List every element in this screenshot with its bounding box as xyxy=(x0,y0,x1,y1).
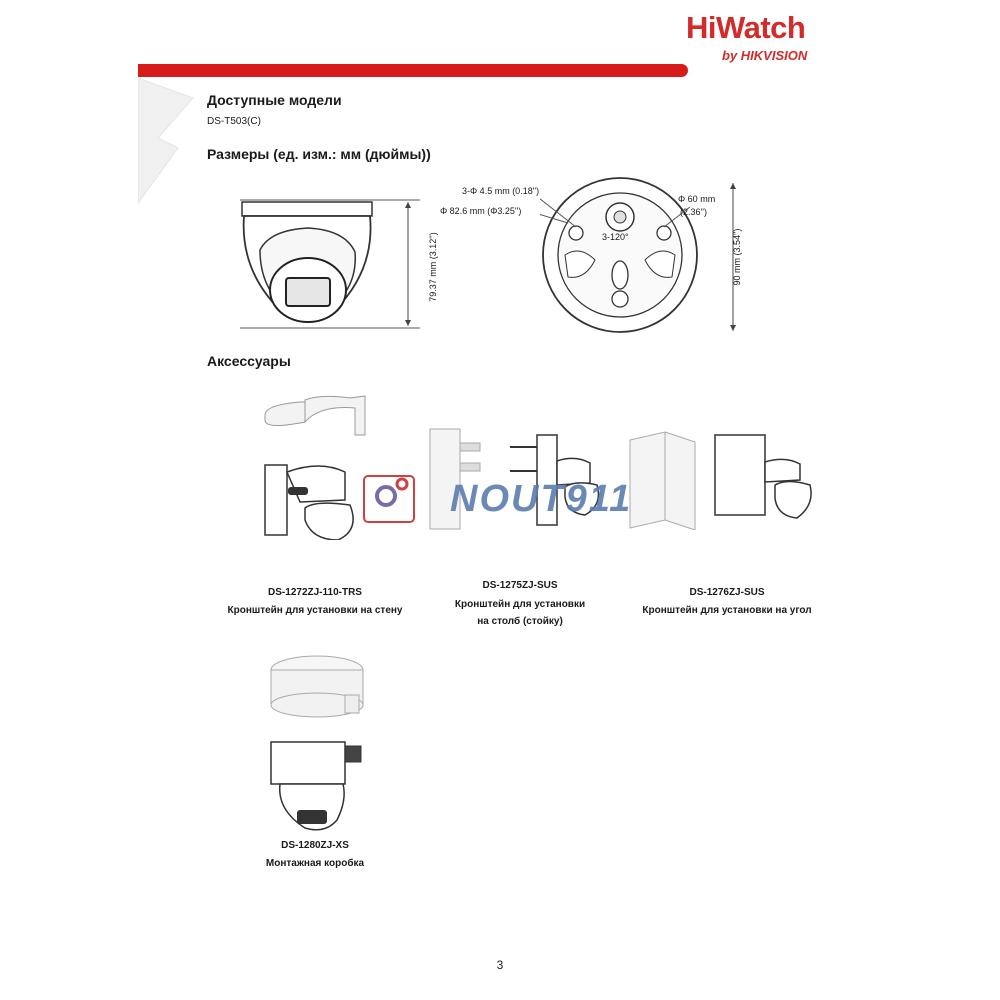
accessories-title: Аксессуары xyxy=(207,353,291,369)
accessory-4-desc: Монтажная коробка xyxy=(265,858,365,869)
model-name: DS-T503(C) xyxy=(207,116,261,127)
header-red-bar xyxy=(138,64,688,77)
inner-diameter-label: Φ 60 mm xyxy=(678,194,716,204)
accessory-2-desc-line1: Кронштейн для установки xyxy=(454,599,586,610)
watermark-text: NOUT911 xyxy=(450,478,633,520)
brand-subtitle: by HIKVISION xyxy=(722,48,808,63)
outer-diameter-label: Φ 82.6 mm (Φ3.25'') xyxy=(440,206,522,216)
accessory-2-code: DS-1275ZJ-SUS xyxy=(482,580,558,591)
junction-box-image xyxy=(265,650,375,835)
models-title: Доступные модели xyxy=(207,92,342,108)
accessory-3-code: DS-1276ZJ-SUS xyxy=(689,587,765,598)
brand-logo: HiWatch xyxy=(686,10,806,45)
camera-side-view-drawing xyxy=(230,190,440,340)
angle-label: 3-120° xyxy=(602,232,629,242)
watermark-gear-icon xyxy=(360,470,420,530)
wall-mount-bracket-image xyxy=(260,390,370,540)
page-number: 3 xyxy=(496,958,504,972)
corner-mount-bracket-image xyxy=(625,430,825,530)
height-dimension-label: 79.37 mm (3.12'') xyxy=(428,232,438,302)
accessory-1-code: DS-1272ZJ-110-TRS xyxy=(268,587,362,598)
accessory-2-desc-line2: на столб (стойку) xyxy=(477,616,563,627)
inner-diameter-inch-label: (2.36'') xyxy=(680,207,707,217)
accessory-3-desc: Кронштейн для установки на угол xyxy=(642,605,812,616)
accessory-4-code: DS-1280ZJ-XS xyxy=(281,840,349,851)
holes-dimension-label: 3-Φ 4.5 mm (0.18'') xyxy=(462,186,540,196)
camera-base-view-drawing xyxy=(540,175,750,345)
accessory-1-desc: Кронштейн для установки на стену xyxy=(227,605,403,616)
dimensions-title: Размеры (ед. изм.: мм (дюймы)) xyxy=(207,146,431,162)
decorative-corner-shape xyxy=(138,78,198,208)
base-height-label: 90 mm (3.54'') xyxy=(732,228,742,286)
